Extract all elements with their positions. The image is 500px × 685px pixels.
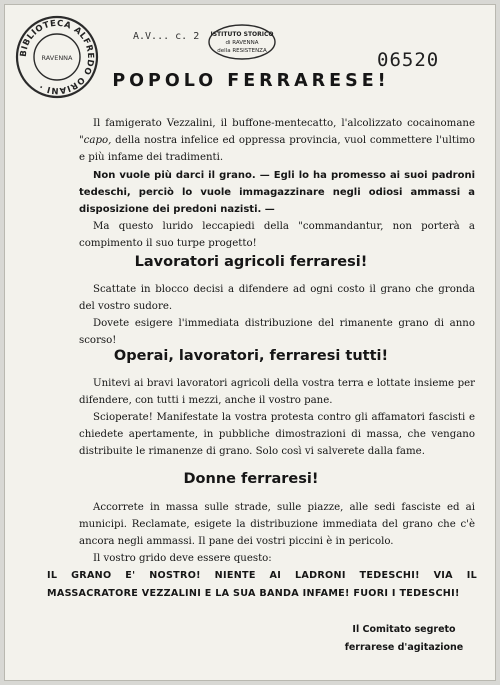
svg-text:ISTITUTO STORICO: ISTITUTO STORICO	[210, 31, 274, 38]
slogan: IL GRANO E' NOSTRO! NIENTE AI LADRONI TEDESCHI! VIA IL MASSACRATORE VEZZALINI E LA SUA BANDA INFAME! FUORI I TEDESCHI!	[47, 570, 477, 599]
document-page	[4, 4, 496, 681]
page-title: POPOLO FERRARESE!	[112, 71, 390, 91]
archive-note: A.V... c. 2	[133, 31, 200, 42]
signature-line-1: Il Comitato segreto	[352, 624, 456, 635]
paragraph-cry: Il vostro grido deve essere questo:	[93, 553, 272, 564]
svg-text:RAVENNA: RAVENNA	[41, 54, 73, 62]
serial-number: 06520	[377, 49, 440, 71]
svg-text:di RAVENNA: di RAVENNA	[225, 40, 259, 46]
paragraph-strike: Scioperate! Manifestate la vostra protesta contro gli affamatori fascisti e chiedete apertamente, in pubbliche dimostrazioni di massa, che vengano distribuite le rimanenze di grano. Solo così vi salverete dalla fame.	[79, 412, 475, 457]
paragraph-demand-distribution: Dovete esigere l'immediata distribuzione del rimanente grano di anno scorso!	[79, 318, 475, 346]
signature	[329, 621, 479, 657]
paragraph-accusation: Non vuole più darci il grano. — Egli lo ha promesso ai suoi padroni tedeschi, perciò lo vuole immagazzinare negli odiosi ammassi a disposizione dei predoni nazisti. —	[79, 170, 475, 215]
paragraph-intro: Il famigerato Vezzalini, il buffone-mentecatto, l'alcolizzato cocainomane "capo, della nostra infelice ed oppressa provincia, vuol commettere l'ultimo e più infame dei tradimenti.	[79, 118, 475, 163]
svg-text:BIBLIOTECA ALFREDO ORIANI ·: BIBLIOTECA ALFREDO ORIANI ·	[18, 18, 96, 96]
heading-agricultural-workers: Lavoratori agricoli ferraresi!	[134, 254, 368, 270]
institute-stamp	[207, 23, 277, 61]
heading-women: Donne ferraresi!	[183, 471, 319, 487]
signature-line-2: ferrarese d'agitazione	[344, 642, 464, 653]
italic-word: "capo,	[79, 135, 112, 146]
paragraph-defend-grain: Scattate in blocco decisi a difendere ad ogni costo il grano che gronda del vostro sudore.	[79, 284, 475, 312]
svg-text:della RESISTENZA: della RESISTENZA	[217, 48, 267, 54]
heading-workers: Operai, lavoratori, ferraresi tutti!	[113, 348, 389, 364]
paragraph-unite: Unitevi ai bravi lavoratori agricoli della vostra terra e lottate insieme per difendere, con tutti i mezzi, anche il vostro pane.	[79, 378, 475, 406]
paragraph-condemnation: Ma questo lurido leccapiedi della "commandantur, non porterà a compimento il suo turpe progetto!	[79, 221, 475, 249]
paragraph-women-call: Accorrete in massa sulle strade, sulle piazze, alle sedi fasciste ed ai municipi. Reclamate, esigete la distribuzione immediata del grano che c'è ancora negli ammassi. Il pane dei vostri piccini è in pericolo.	[79, 502, 475, 547]
